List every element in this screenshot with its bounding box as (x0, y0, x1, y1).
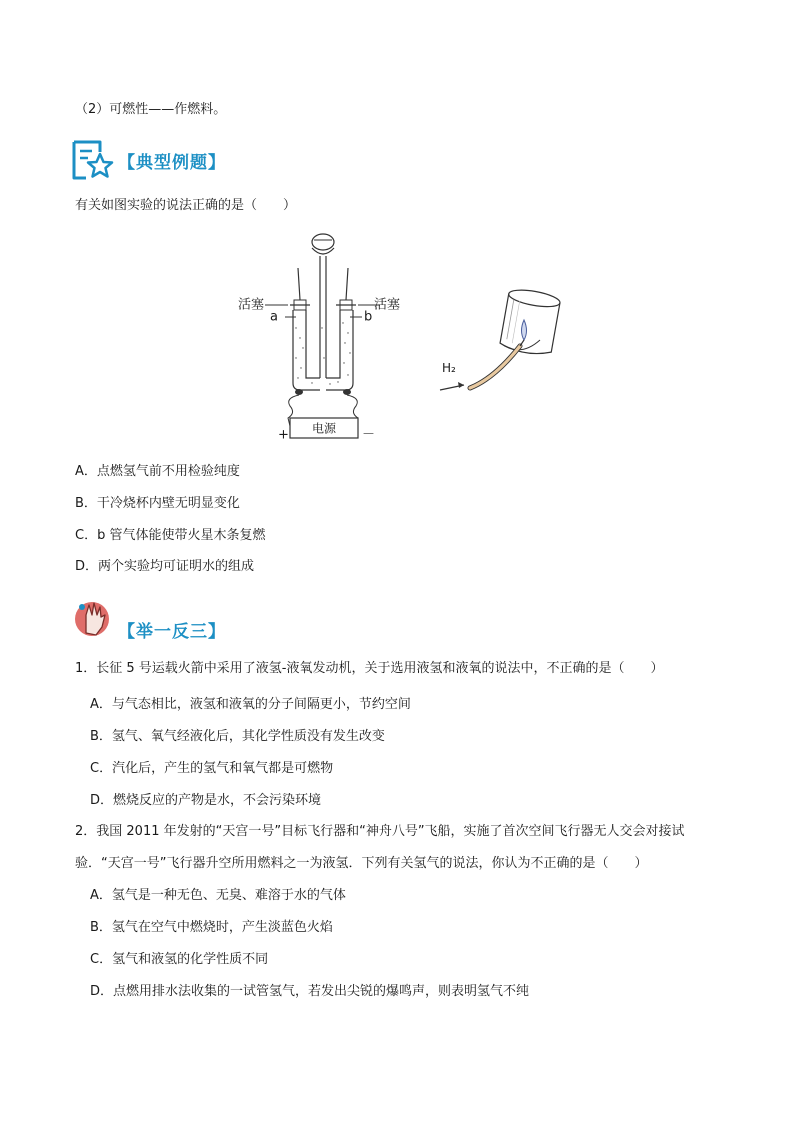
q2-option-c: C．氢气和液氢的化学性质不同 (90, 952, 269, 967)
q1-option-a: A．与气态相比，液氢和液氧的分子间隔更小，节约空间 (90, 697, 411, 712)
star-card-icon (70, 138, 116, 182)
example-heading: 【典型例题】 (118, 153, 226, 173)
q2-stem-line2: 验．“天宫一号”飞行器升空所用燃料之一为液氢．下列有关氢气的说法，你认为不正确的是（ ） (75, 856, 648, 871)
example-option-a: A．点燃氢气前不用检验纯度 (75, 464, 240, 479)
experiment-figure (230, 228, 570, 446)
power-label: 电源 (311, 421, 337, 436)
plus-label: + (278, 427, 289, 443)
q1-option-c: C．汽化后，产生的氢气和氧气都是可燃物 (90, 761, 334, 776)
q2-option-a: A．氢气是一种无色、无臭、难溶于水的气体 (90, 888, 346, 903)
q1-option-b: B．氢气、氧气经液化后，其化学性质没有发生改变 (90, 729, 385, 744)
q2-option-d: D．点燃用排水法收集的一试管氢气，若发出尖锐的爆鸣声，则表明氢气不纯 (90, 984, 530, 999)
valve-label-right: 活塞 (374, 297, 401, 313)
valve-label-left: 活塞 (238, 297, 265, 313)
q2-stem-line1: 2．我国 2011 年发射的“天宫一号”目标飞行器和“神舟八号”飞船，实施了首次空间飞行器无人交会对接试 (75, 824, 685, 839)
example-question: 有关如图实验的说法正确的是（ ） (75, 198, 297, 213)
example-option-c: C．b 管气体能使带火星木条复燃 (75, 528, 266, 543)
intro-line: （2）可燃性——作燃料。 (75, 102, 227, 117)
example-option-b: B．干冷烧杯内壁无明显变化 (75, 496, 240, 511)
h2-label: H₂ (442, 361, 456, 375)
q1-stem: 1．长征 5 号运载火箭中采用了液氢-液氧发动机，关于选用液氢和液氧的说法中，不正确的是（ ） (75, 661, 664, 676)
practice-heading: 【举一反三】 (118, 622, 226, 642)
q1-option-d: D．燃烧反应的产物是水，不会污染环境 (90, 793, 322, 808)
q2-option-b: B．氢气在空气中燃烧时，产生淡蓝色火焰 (90, 920, 333, 935)
example-option-d: D．两个实验均可证明水的组成 (75, 559, 255, 574)
minus-label: － (362, 427, 376, 443)
tube-a-label: a (270, 309, 278, 325)
tube-b-label: b (364, 309, 373, 325)
hand-icon (70, 593, 116, 641)
